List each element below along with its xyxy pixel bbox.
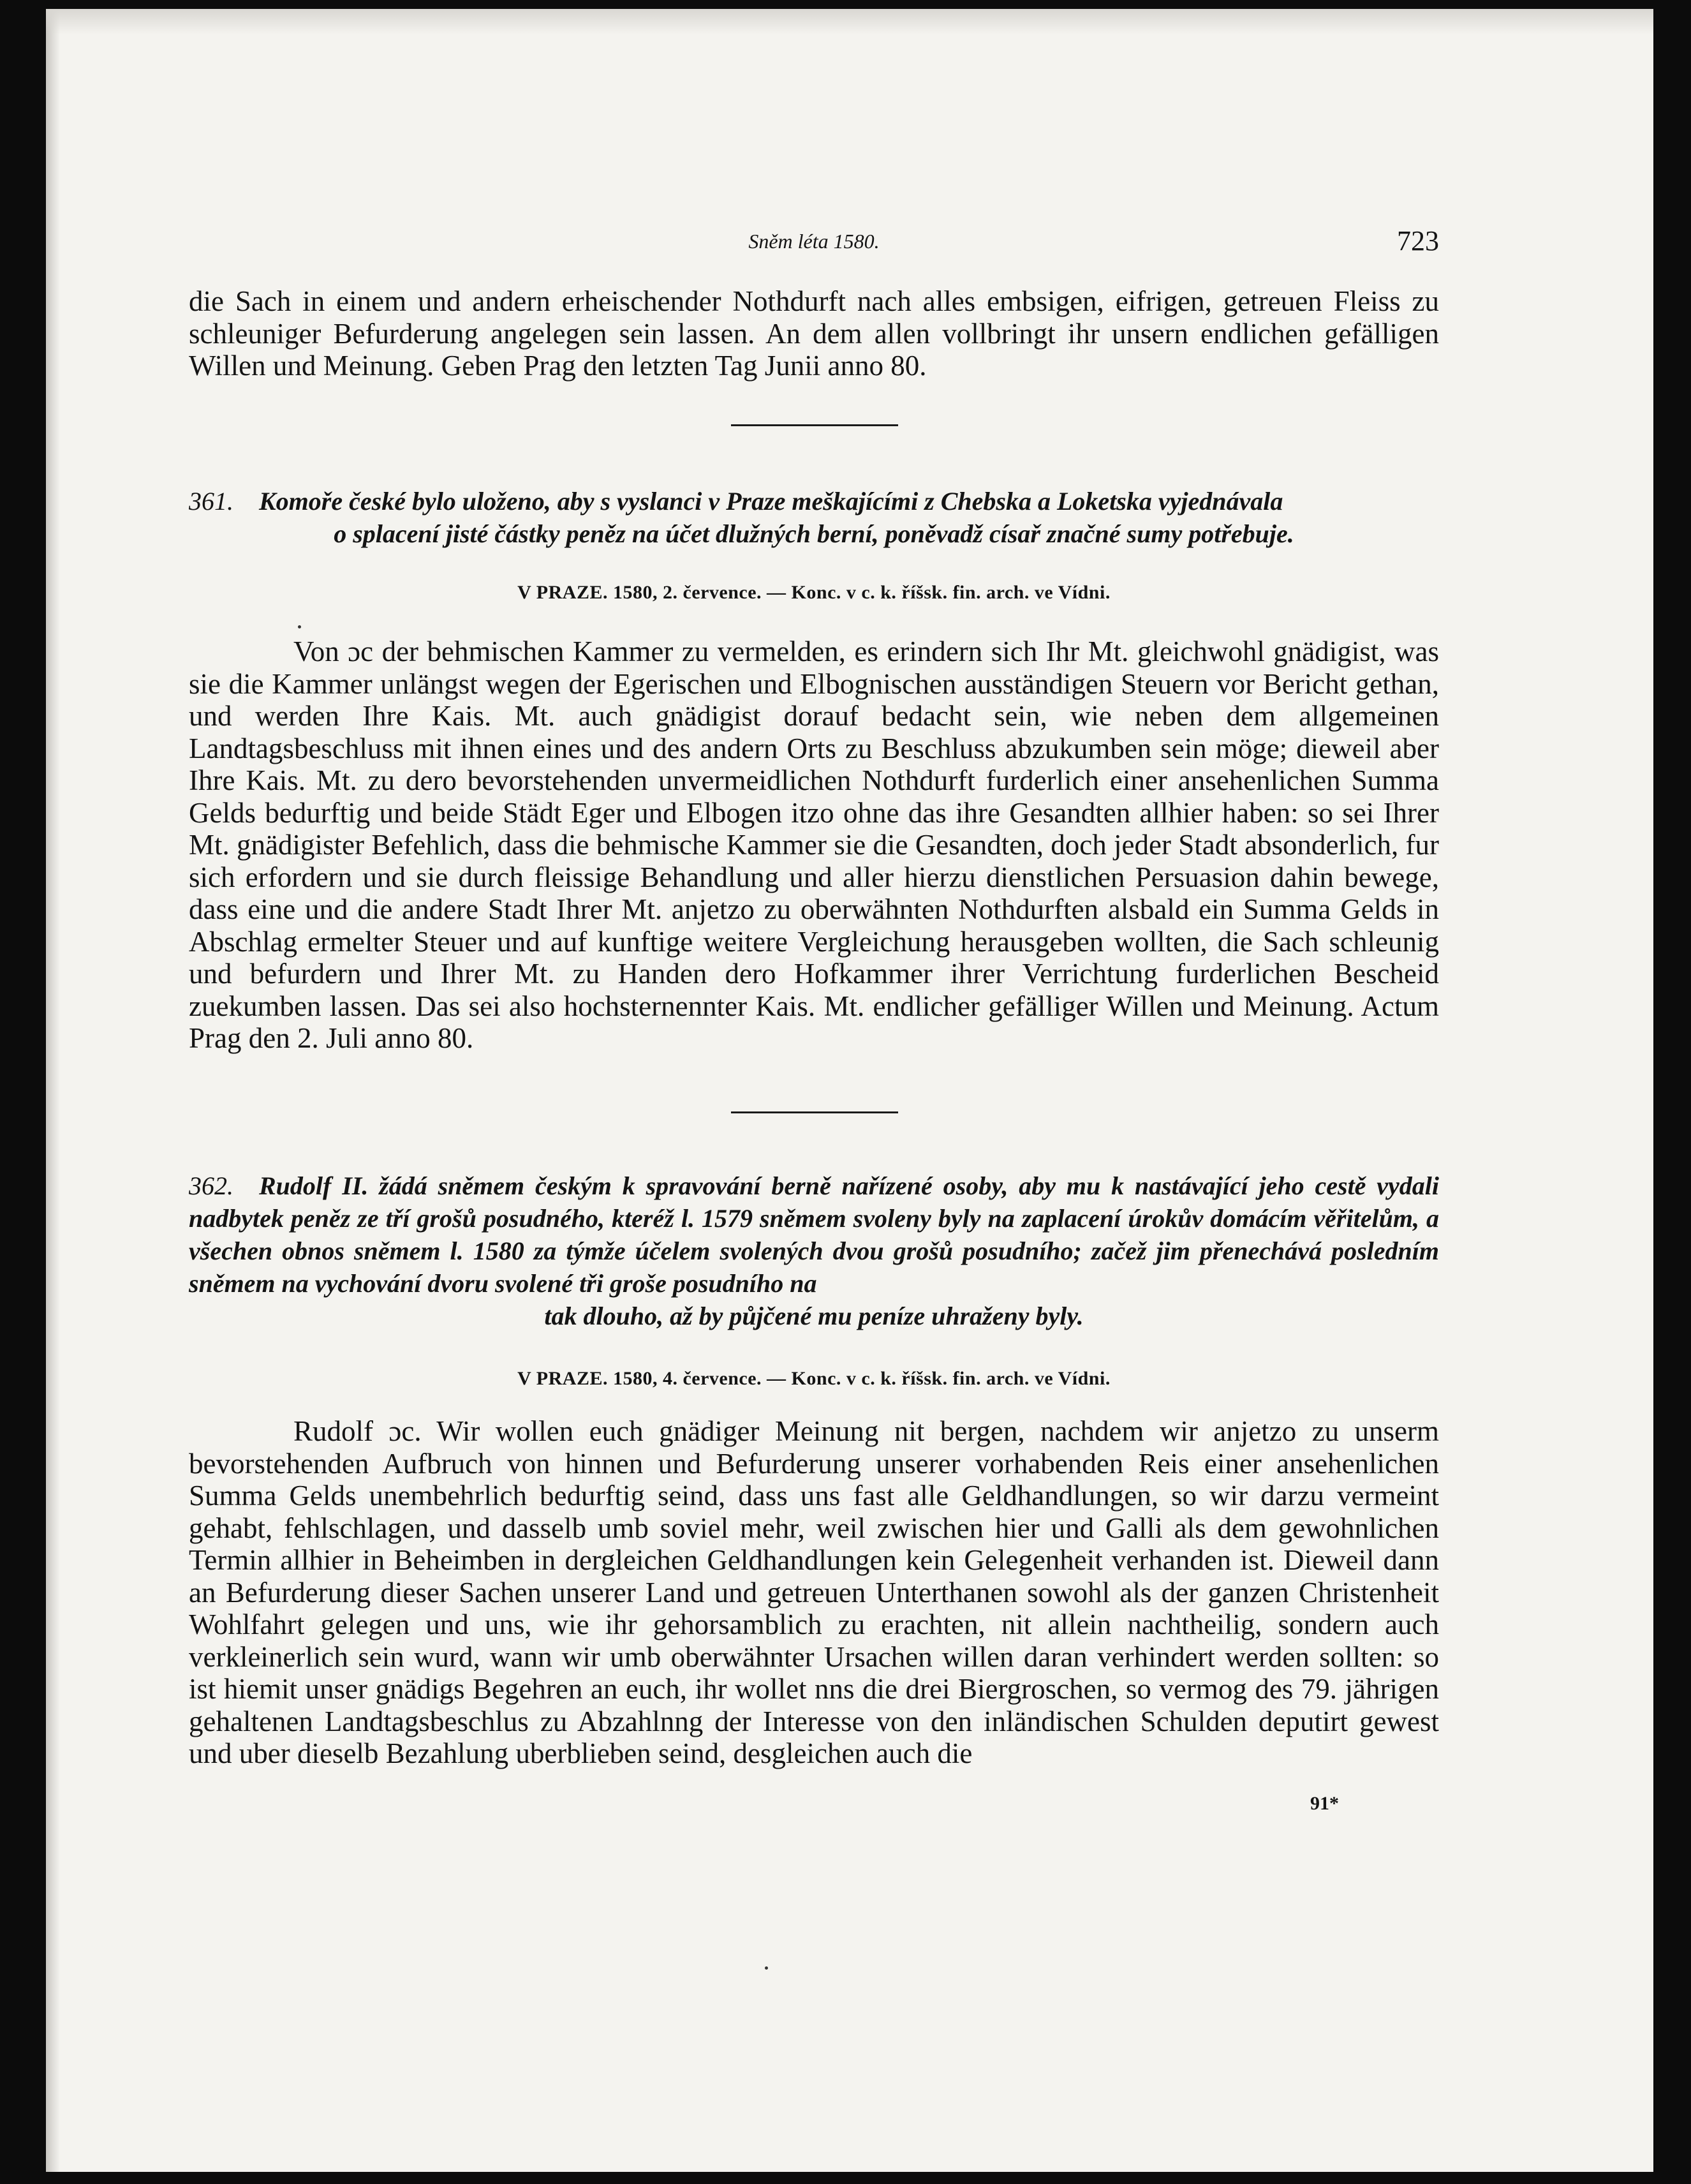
document-362-text: Rudolf ɔc. Wir wollen euch gnädiger Meinung nit bergen, nachdem wir anjetzo zu unserm bevorstehenden Aufbruch von hinnen und Befurderung unserer vorhabenden Reis einer ansehenlichen Summa Gelds unembehrlich bedurftig seind, dass uns fast alle Geldhandlungen, so wir darzu vermeint gehabt, fehlschlagen, und dasselb umb soviel mehr, weil zwischen hier und Galli als dem gewohnlichen Termin allhier in Beheimben in dergleichen Geldhandlungen kein Gelegenheit verhanden ist. Dieweil dann an Befurderung dieser Sachen unserer Land und getreuen Unterthanen sowohl als der ganzen Christenheit Wohlfahrt gelegen und uns, wie ihr gehorsamblich zu erachten, nit allein nachtheilig, sondern auch verkleinerlich sein wurd, wann wir umb oberwähnter Ursachen willen daran verhindert werden sollten: so ist hiemit unser gnädigs Begehren an euch, ihr wollet nns die drei Biergroschen, so vermog des 79. jährigen gehaltenen Landtagsbeschlus zu Abzahlnng der Interesse von den inländischen Schulden deputirt gewest und uber dieselb Bezahlung uberblieben seind, desgleichen auch die: [189, 1415, 1439, 1769]
document-362-summary: [189, 1170, 1439, 1300]
document-362-summary-last: tak dlouho, až by půjčené mu peníze uhraženy byly.: [544, 1302, 1084, 1330]
document-362-body: [189, 1415, 1439, 1770]
page-speck: [765, 1966, 768, 1970]
document-361-summary-line-1: Komoře české bylo uloženo, aby s vyslanci v Praze meškajícími z Chebska a Loketska vyjednávala: [259, 487, 1283, 516]
document-361-number: 361.: [189, 487, 233, 516]
signature-mark: 91*: [1310, 1793, 1339, 1814]
document-361-summary: [189, 485, 1439, 517]
page-number: 723: [1397, 225, 1439, 256]
page-speck: [298, 625, 301, 628]
running-title: Sněm léta 1580.: [748, 230, 880, 253]
document-362-summary-line-1: Rudolf II. žádá sněmem českým k spravování berně nařízené osoby, aby mu k nastávající jeho cestě vydali nadbytek peněz ze tří grošů posudného, kteréž l. 1579 sněmem svoleny byly na zaplacení úrokův domácím věřitelům, a všechen obnos sněmem l. 1580 za týmže účelem svolených dvou grošů posudního; začež jim přenechává posledním sněmem na vychování dvoru svolené tři groše posudního na: [189, 1171, 1439, 1298]
document-362-heading: [189, 1170, 1439, 1332]
section-divider: [731, 424, 898, 426]
document-361-summary-last: o splacení jisté částky peněz na účet dlužných berní, poněvadž císař značné sumy potřebuje.: [334, 519, 1294, 548]
opening-paragraph-block: [189, 285, 1439, 382]
page-edge-shadow: [46, 9, 60, 2172]
document-361-body: [189, 635, 1439, 1055]
document-361-dateline: V PRAZE. 1580, 2. července. — Konc. v c. k. říšsk. fin. arch. ve Vídni.: [517, 582, 1111, 603]
document-361-text: Von ɔc der behmischen Kammer zu vermelden, es erindern sich Ihr Mt. gleichwohl gnädigist, was sie die Kammer unlängst wegen der Egerischen und Elbognischen ausständigen Steuern vor Bericht gethan, und werden Ihre Kais. Mt. auch gnädigist dorauf bedacht sein, wie neben dem allgemeinen Landtagsbeschluss mit ihnen eines und des andern Orts zu Beschluss abzukumben sein möge; dieweil aber Ihre Kais. Mt. zu dero bevorstehenden unvermeidlichen Nothdurft furderlich einer ansehenlichen Summa Gelds bedurftig und beide Städt Eger und Elbogen itzo ohne das ihre Gesandten allhier haben: so sei Ihrer Mt. gnädigister Befehlich, dass die behmische Kammer sie die Gesandten, doch jeder Stadt absonderlich, fur sich erfordern und sie durch fleissige Behandlung und aller hierzu dienstlichen Persuasion dahin bewege, dass eine und die andere Stadt Ihrer Mt. anjetzo zu oberwähnten Nothdurften alsbald ein Summa Gelds in Abschlag ermelter Steuer und auf kunftige weitere Vergleichung herausgeben wollten, die Sach schleunig und befurdern und Ihrer Mt. zu Handen dero Hofkammer ihrer Verrichtung furderlichen Bescheid zuekumben lassen. Das sei also hochsternennter Kais. Mt. endlicher gefälliger Willen und Meinung. Actum Prag den 2. Juli anno 80.: [189, 635, 1439, 1054]
document-362-number: 362.: [189, 1171, 233, 1200]
document-362-dateline: V PRAZE. 1580, 4. července. — Konc. v c. k. říšsk. fin. arch. ve Vídni.: [517, 1368, 1111, 1389]
section-divider: [731, 1111, 898, 1113]
running-head: [189, 223, 1439, 262]
page-top-shadow: [46, 9, 1653, 34]
opening-paragraph: die Sach in einem und andern erheischender Nothdurft nach alles embsigen, eifrigen, getreuen Fleiss zu schleuniger Befurderung angelegen sein lassen. An dem allen vollbringt ihr unsern endlichen gefälligen Willen und Meinung. Geben Prag den letzten Tag Junii anno 80.: [189, 285, 1439, 382]
document-361-heading: [189, 485, 1439, 550]
